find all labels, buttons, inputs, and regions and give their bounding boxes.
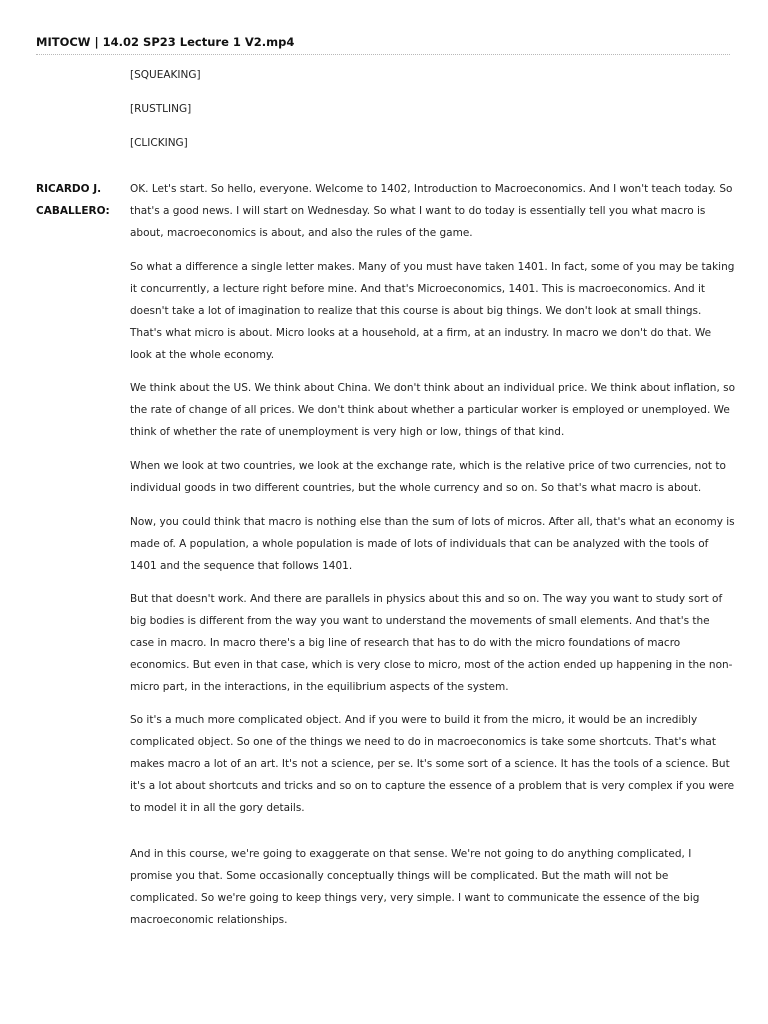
document-title: MITOCW | 14.02 SP23 Lecture 1 V2.mp4 bbox=[36, 35, 295, 49]
speaker-name-line1: RICARDO J. bbox=[36, 183, 102, 195]
speaker-name bbox=[36, 178, 122, 222]
transcript-paragraph: OK. Let's start. So hello, everyone. Welcome to 1402, Introduction to Macroeconomics. And I won't teach today. So that's a good news. I will start on Wednesday. So what I want to do today is essentially tell you what macro is about, macroeconomics is about, and also the rules of the game. bbox=[130, 183, 733, 239]
sound-cue-clicking: [CLICKING] bbox=[130, 137, 188, 149]
transcript-paragraph: So it's a much more complicated object. And if you were to build it from the micro, it would be an incredibly complicated object. So one of the things we need to do in macroeconomics is take some shortcuts. That's what makes macro a lot of an art. It's not a science, per se. It's some sort of a science. It has the tools of a science. But it's a lot about shortcuts and tricks and so on to capture the essence of a problem that is very complex if you were to model it in all the gory details. bbox=[130, 714, 735, 814]
speaker-name-line2: CABALLERO: bbox=[36, 205, 110, 217]
document-header bbox=[36, 34, 730, 55]
transcript-paragraph: When we look at two countries, we look at the exchange rate, which is the relative price of two currencies, not to individual goods in two different countries, but the whole currency and so on. So that's what macro is about. bbox=[130, 460, 726, 494]
sound-cue-rustling: [RUSTLING] bbox=[130, 103, 192, 115]
transcript-paragraph: But that doesn't work. And there are parallels in physics about this and so on. The way you want to study sort of big bodies is different from the way you want to understand the movements of small elements. And that's the case in macro. In macro there's a big line of research that has to do with the micro foundations of macro economics. But even in that case, which is very close to micro, most of the action ended up happening in the non-micro part, in the interactions, in the equilibrium aspects of the system. bbox=[130, 593, 733, 693]
transcript-paragraph: And in this course, we're going to exaggerate on that sense. We're not going to do anything complicated, I promise you that. Some occasionally conceptually things will be complicated. But the math will not be complicated. So we're going to keep things very, very simple. I want to communicate the essence of the big macroeconomic relationships. bbox=[130, 848, 700, 926]
sound-cue-squeaking: [SQUEAKING] bbox=[130, 69, 201, 81]
transcript-paragraph: Now, you could think that macro is nothing else than the sum of lots of micros. After all, that's what an economy is made of. A population, a whole population is made of lots of individuals that can be analyzed with the tools of 1401 and the sequence that follows 1401. bbox=[130, 516, 735, 572]
transcript-paragraph: So what a difference a single letter makes. Many of you must have taken 1401. In fact, some of you may be taking it concurrently, a lecture right before mine. And that's Microeconomics, 1401. This is macroeconomics. And it doesn't take a lot of imagination to realize that this course is about big things. We don't look at small things. That's what micro is about. Micro looks at a household, at a firm, at an industry. In macro we don't do that. We look at the whole economy. bbox=[130, 261, 735, 361]
transcript-paragraph: We think about the US. We think about China. We don't think about an individual price. We think about inflation, so the rate of change of all prices. We don't think about whether a particular worker is employed or unemployed. We think of whether the rate of unemployment is very high or low, things of that kind. bbox=[130, 382, 736, 438]
